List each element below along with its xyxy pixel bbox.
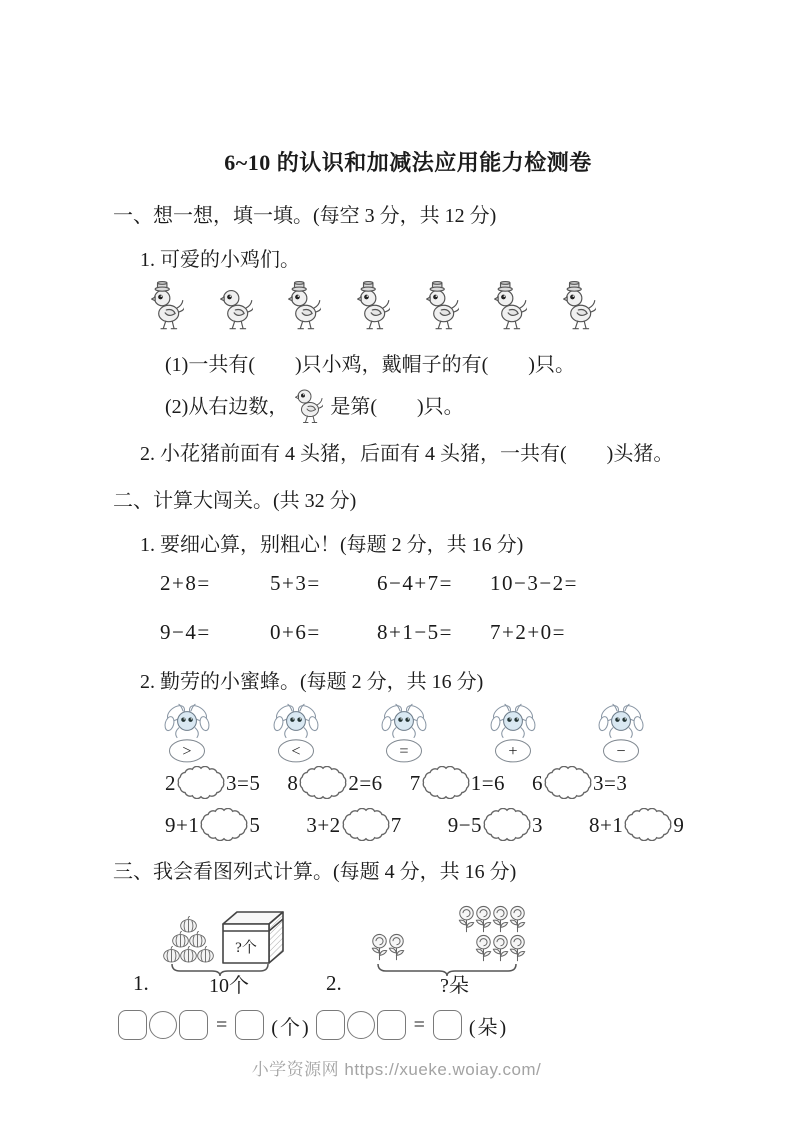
equation-with-blank [448, 808, 543, 841]
flower-row [458, 934, 526, 963]
eq-post: 3 [532, 813, 544, 837]
blank-oval [422, 766, 470, 799]
equation-with-blank [165, 766, 260, 799]
section1-heading: 一、想一想，填一填。(每空 3 分，共 12 分) [113, 205, 497, 227]
bee-icon [597, 702, 645, 764]
figure1-number: 1. [133, 971, 149, 995]
equation-with-blank [306, 808, 401, 841]
figure2-bracket-label: ?朵 [440, 975, 469, 997]
chick-hat [498, 282, 512, 292]
blank-oval [624, 808, 672, 841]
chick-hat [155, 282, 169, 292]
answer2-unit: (朵) [468, 1016, 509, 1039]
calc-expression: 9−4= [160, 620, 211, 644]
blank-oval [200, 808, 248, 841]
chick-body [564, 291, 596, 329]
answer-row [117, 1010, 703, 1040]
eq-pre: 3+2 [306, 813, 341, 837]
operator-circle [149, 1011, 177, 1039]
site-watermark: 小学资源网 https://xueke.woiay.com/ [251, 1060, 542, 1079]
chick-icon [563, 280, 596, 334]
section3-heading: 三、我会看图列式计算。(每题 4 分，共 16 分) [113, 861, 517, 883]
flowers-left [371, 933, 405, 962]
chick-body [426, 291, 458, 329]
bee-icon [163, 702, 211, 764]
equals-sign: = [216, 1013, 228, 1036]
eq-post: 3=3 [593, 771, 628, 795]
answer-box [235, 1010, 264, 1040]
flower-row [458, 905, 526, 934]
pumpkin-pile [163, 918, 214, 963]
eq-post: 2=6 [348, 771, 383, 795]
eq-pre: 7 [409, 771, 421, 795]
flowers-right [458, 905, 526, 963]
chick-icon [494, 280, 527, 334]
chick-hat [430, 282, 444, 292]
chick-icon [426, 280, 459, 334]
question-1-2-pre: (2)从右边数， [165, 395, 289, 418]
page-title: 6~10 的认识和加减法应用能力检测卷 [224, 150, 592, 175]
figure2-number: 2. [326, 971, 342, 995]
bee-sign-symbol: − [616, 742, 626, 761]
calc-expression: 7+2+0= [490, 620, 567, 644]
bee-row [163, 702, 645, 764]
flower-icon [387, 933, 406, 962]
chick-body [152, 291, 184, 329]
chick-hat [361, 282, 375, 292]
calc-expression: 6−4+7= [377, 571, 454, 595]
flower-row [371, 933, 405, 962]
question-1-1: (1)一共有( )只小鸡，戴帽子的有( )只。 [165, 354, 575, 376]
calc-expression: 0+6= [270, 620, 321, 644]
section2-item2: 2. 勤劳的小蜜蜂。(每题 2 分，共 16 分) [140, 671, 484, 693]
figure1-bracket-label: 10个 [209, 975, 249, 997]
bee-sign-symbol: < [290, 742, 301, 761]
answer-box [377, 1010, 406, 1040]
eq-pre: 9−5 [447, 813, 483, 837]
bee-sign-symbol: > [182, 742, 192, 761]
eq-post: 7 [390, 813, 402, 837]
calc-grid [160, 571, 703, 645]
pumpkin-row [163, 946, 214, 963]
equation-with-blank [532, 766, 627, 799]
chick-body [495, 291, 527, 329]
chick-body [220, 291, 252, 329]
eq-post: 5 [249, 813, 261, 837]
mystery-box [221, 909, 291, 965]
bee-icon [380, 702, 428, 764]
bee-icon [272, 702, 320, 764]
chick-icon [220, 280, 253, 334]
eq-post: 9 [673, 813, 685, 837]
section2-item1: 1. 要细心算，别粗心！(每题 2 分，共 16 分) [140, 534, 524, 556]
eq-post: 3=5 [226, 771, 261, 795]
chick-hat [292, 282, 306, 292]
box-label: ?个 [235, 940, 257, 956]
bee-icon [489, 702, 537, 764]
eq-post: 1=6 [470, 771, 506, 795]
calc-expression: 10−3−2= [490, 571, 579, 595]
calc-expression: 8+1−5= [377, 620, 454, 644]
answer1-unit: (个) [271, 1016, 311, 1039]
operator-circle [347, 1011, 375, 1039]
answer-box [179, 1010, 208, 1040]
bee-sign-symbol: = [399, 742, 409, 761]
equation-with-blank [287, 766, 382, 799]
equation-with-blank [589, 808, 684, 841]
flower-icon [508, 934, 527, 963]
oval-row-2 [165, 808, 703, 841]
inline-chick-icon [295, 381, 323, 427]
section1-item2: 2. 小花猪前面有 4 头猪，后面有 4 头猪，一共有( )头猪。 [140, 443, 674, 465]
blank-oval [544, 766, 592, 799]
chick-icon [151, 280, 184, 334]
bee-sign-symbol: + [507, 742, 518, 761]
chick-icon [357, 280, 390, 334]
answer-box [316, 1010, 345, 1040]
equation-with-blank [410, 766, 505, 799]
equation-with-blank [165, 808, 260, 841]
section3-figures [113, 894, 703, 998]
eq-pre: 9+1 [165, 813, 200, 837]
eq-pre: 8+1 [589, 813, 624, 837]
section2-heading: 二、计算大闯关。(共 32 分) [113, 490, 357, 512]
eq-pre: 6 [532, 771, 544, 795]
equals-sign: = [413, 1013, 425, 1036]
blank-oval [342, 808, 390, 841]
calc-expression: 5+3= [270, 571, 321, 595]
question-1-2-post: 是第( )只。 [330, 395, 464, 418]
answer-box [433, 1010, 462, 1040]
chick-body [289, 291, 321, 329]
chick-hat [567, 282, 581, 292]
question-1-2 [165, 381, 703, 427]
pumpkin-icon [196, 946, 215, 963]
blank-oval [177, 766, 225, 799]
oval-row-1 [165, 766, 703, 799]
flower-icon [508, 905, 527, 934]
blank-oval [483, 808, 531, 841]
answer-box [118, 1010, 147, 1040]
chick-row [151, 280, 596, 334]
chick-body [358, 291, 390, 329]
eq-pre: 2 [165, 771, 176, 795]
calc-expression: 2+8= [160, 571, 211, 595]
blank-oval [299, 766, 347, 799]
eq-pre: 8 [287, 771, 299, 795]
section1-item1: 1. 可爱的小鸡们。 [140, 249, 300, 271]
chick-icon [288, 280, 321, 334]
